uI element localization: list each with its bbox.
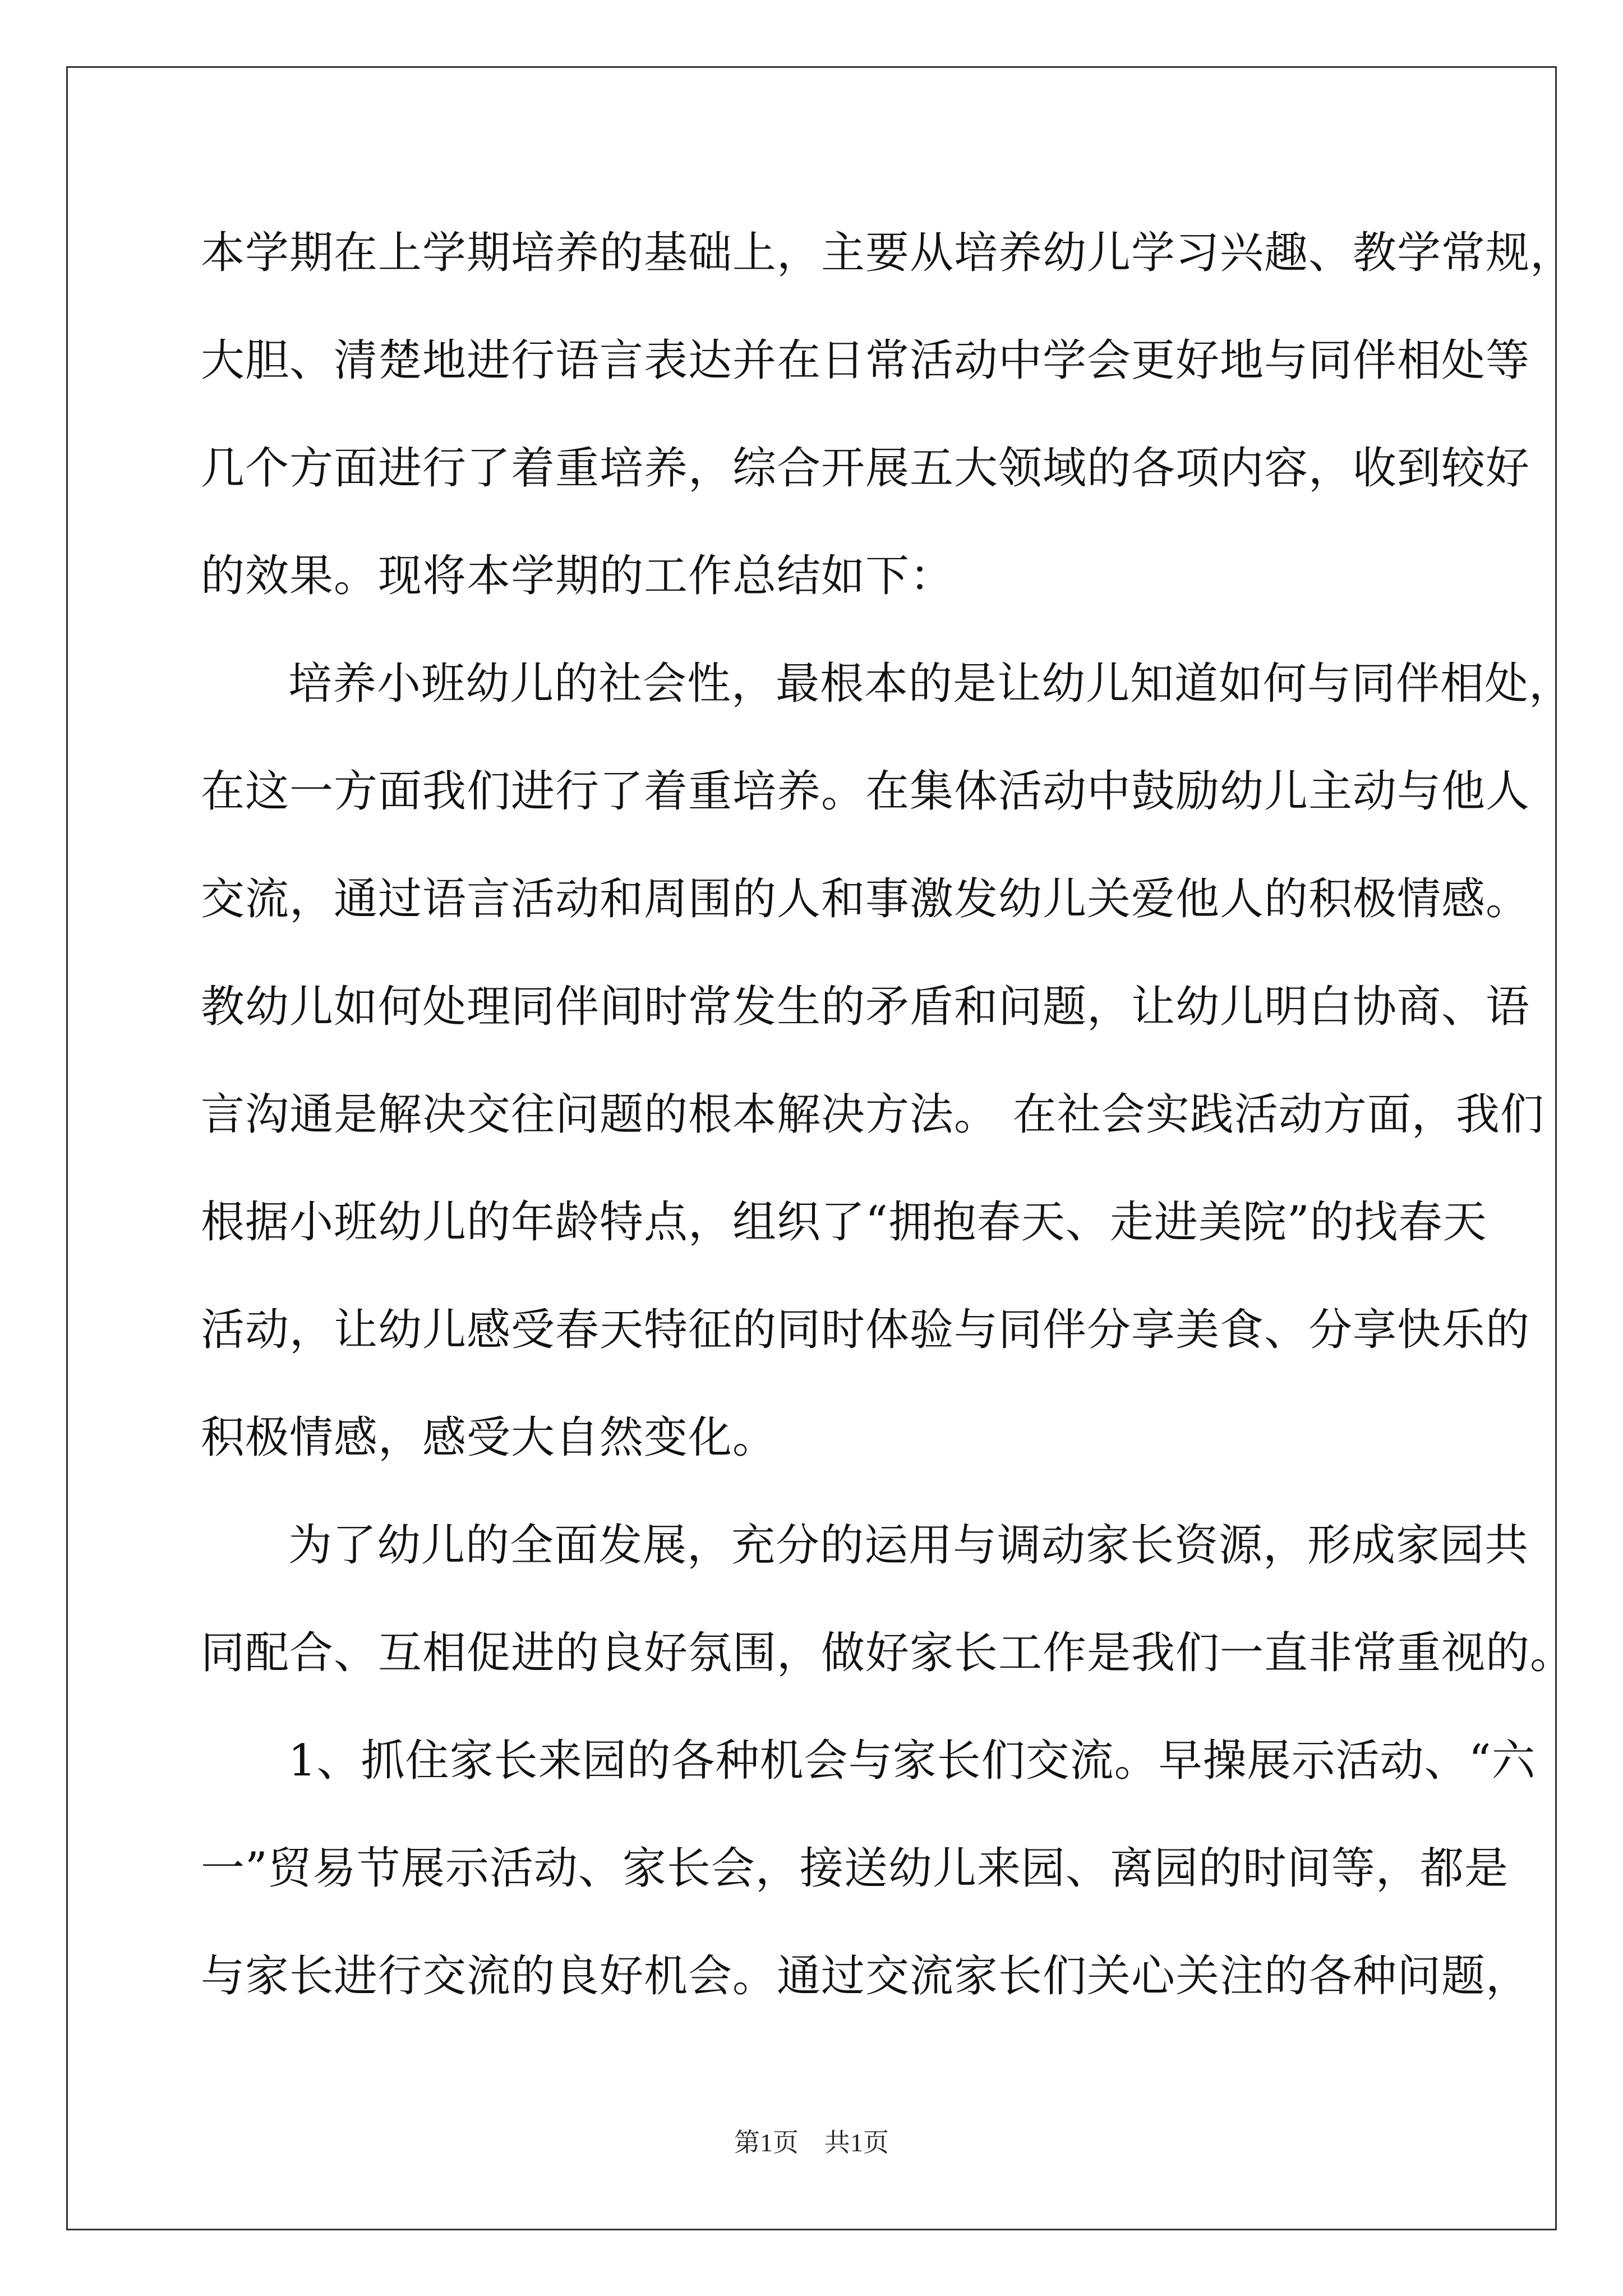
page-number-footer: 第1页 共1页 xyxy=(734,2128,889,2157)
text-line: 与家长进行交流的良好机会。通过交流家长们关心关注的各种问题， xyxy=(201,1951,1530,2001)
text-line: 大胆、清楚地进行语言表达并在日常活动中学会更好地与同伴相处等 xyxy=(201,335,1530,386)
text-line: 1、抓住家长来园的各种机会与家长们交流。早操展示活动、“六 xyxy=(288,1736,1536,1786)
text-line: 为了幼儿的全面发展，充分的运用与调动家长资源，形成家园共 xyxy=(288,1520,1529,1571)
text-line: 交流，通过语言活动和周围的人和事激发幼儿关爱他人的积极情感。 xyxy=(201,874,1530,924)
text-line: 言沟通是解决交往问题的根本解决方法。 在社会实践活动方面，我们 xyxy=(201,1089,1544,1140)
text-line: 在这一方面我们进行了着重培养。在集体活动中鼓励幼儿主动与他人 xyxy=(201,766,1530,817)
text-line: 几个方面进行了着重培养，综合开展五大领域的各项内容，收到较好 xyxy=(201,443,1530,494)
text-line: 培养小班幼儿的社会性，最根本的是让幼儿知道如何与同伴相处， xyxy=(288,659,1574,709)
text-line: 积极情感，感受大自然变化。 xyxy=(201,1412,777,1463)
text-line: 本学期在上学期培养的基础上，主要从培养幼儿学习兴趣、教学常规， xyxy=(201,228,1575,278)
document-body xyxy=(201,199,1575,2030)
text-line: 同配合、互相促进的良好氛围，做好家长工作是我们一直非常重视的。 xyxy=(201,1628,1575,1678)
text-line: 根据小班幼儿的年龄特点，组织了“拥抱春天、走进美院”的找春天 xyxy=(201,1197,1487,1248)
text-line: 的效果。现将本学期的工作总结如下： xyxy=(201,551,955,601)
text-line: 活动，让幼儿感受春天特征的同时体验与同伴分享美食、分享快乐的 xyxy=(201,1305,1530,1355)
text-line: 一”贸易节展示活动、家长会，接送幼儿来园、离园的时间等，都是 xyxy=(201,1843,1509,1894)
text-line: 教幼儿如何处理同伴间时常发生的矛盾和问题，让幼儿明白协商、语 xyxy=(201,982,1530,1032)
